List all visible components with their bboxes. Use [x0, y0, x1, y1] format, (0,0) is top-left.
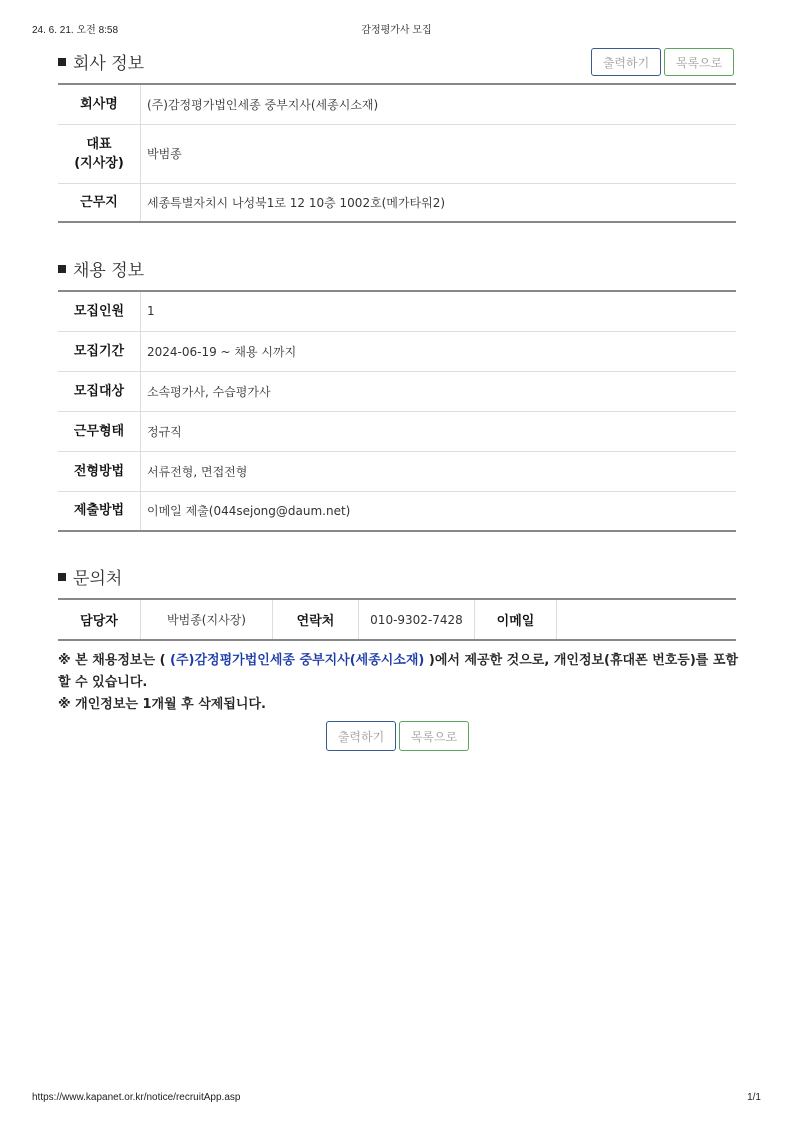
row-value: 이메일 제출(044sejong@daum.net) [141, 491, 737, 531]
row-value: 소속평가사, 수습평가사 [141, 371, 737, 411]
print-page-title: 감정평가사 모집 [361, 25, 432, 36]
email-label: 이메일 [475, 599, 557, 640]
recruit-section-title [58, 256, 144, 281]
contact-section-title-text: 문의처 [73, 569, 123, 589]
recruit-section-title-text: 채용 정보 [73, 261, 145, 281]
company-section-title [58, 49, 144, 74]
row-value: 2024-06-19 ~ 채용 시까지 [141, 331, 737, 371]
table-row [58, 124, 736, 183]
row-label: 근무지 [80, 194, 118, 210]
print-button-bottom[interactable]: 출력하기 [326, 721, 396, 751]
row-value: 서류전형, 면접전형 [141, 451, 737, 491]
table-row [58, 451, 736, 491]
contact-section-title [58, 564, 122, 589]
representative-label: 대표 (지사장) [74, 136, 124, 171]
privacy-notice [58, 650, 738, 716]
print-button-top[interactable]: 출력하기 [591, 48, 661, 76]
square-bullet-icon [58, 573, 66, 581]
row-value: 정규직 [141, 411, 737, 451]
row-value: 1 [141, 291, 737, 331]
table-row [58, 491, 736, 531]
row-value: (주)감정평가법인세종 중부지사(세종시소재) [141, 84, 737, 124]
row-label: 모집대상 [58, 371, 141, 411]
row-value: 박범종 [141, 124, 737, 183]
print-page-number: 1/1 [747, 1092, 761, 1103]
email-value [557, 599, 737, 640]
notice-prefix: ※ 본 채용정보는 ( [58, 653, 171, 668]
square-bullet-icon [58, 58, 66, 66]
row-label: 회사명 [58, 84, 141, 124]
manager-label: 담당자 [80, 614, 118, 629]
company-info-table [58, 83, 736, 223]
row-value: 세종특별자치시 나성북1로 12 10층 1002호(메가타워2) [141, 183, 737, 222]
row-label [58, 124, 141, 183]
table-row [58, 84, 736, 124]
recruit-info-table [58, 290, 736, 532]
table-row [58, 291, 736, 331]
print-footer [32, 1092, 761, 1106]
print-datetime: 24. 6. 21. 오전 8:58 [32, 25, 119, 36]
row-label: 모집인원 [58, 291, 141, 331]
notice-line-1 [58, 650, 738, 694]
company-section-title-text: 회사 정보 [73, 54, 145, 74]
contact-table [58, 598, 736, 641]
list-button-bottom[interactable]: 목록으로 [399, 721, 469, 751]
row-label: 전형방법 [58, 451, 141, 491]
row-label: 모집기간 [58, 331, 141, 371]
table-row [58, 411, 736, 451]
row-label: 근무형태 [58, 411, 141, 451]
notice-company-name: (주)감정평가법인세종 중부지사(세종시소재) [170, 653, 425, 668]
table-row [58, 371, 736, 411]
notice-suffix: )에서 제공한 것으로, 개인정보(휴대폰 번호등)를 포함할 수 있습니다. [58, 653, 739, 690]
phone-value: 010-9302-7428 [359, 599, 475, 640]
row-label: 제출방법 [73, 503, 125, 519]
square-bullet-icon [58, 265, 66, 273]
list-button-top[interactable]: 목록으로 [664, 48, 734, 76]
table-row [58, 183, 736, 222]
notice-line-2: ※ 개인정보는 1개월 후 삭제됩니다. [58, 697, 266, 712]
table-row [58, 331, 736, 371]
print-header [32, 21, 761, 35]
print-url: https://www.kapanet.or.kr/notice/recruitApp.asp [32, 1092, 241, 1103]
manager-value: 박범종(지사장) [141, 599, 273, 640]
phone-label: 연락처 [273, 599, 359, 640]
table-row [58, 599, 736, 640]
